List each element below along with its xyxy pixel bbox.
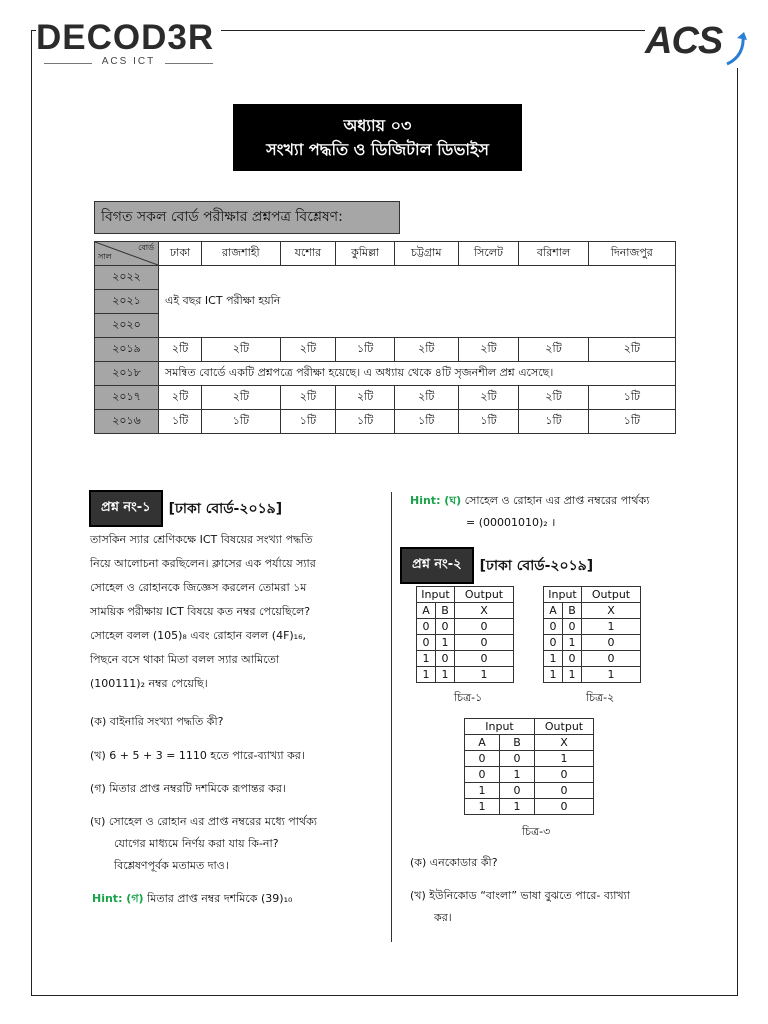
count-cell: ২টি (458, 338, 519, 362)
q1-line: তাসকিন স্যার শ্রেণিকক্ষে ICT বিষয়ের সংখ্যা পদ্ধতি (90, 533, 313, 546)
cell: 0 (544, 635, 563, 651)
combined-board-note: সমন্বিত বোর্ডে একটি প্রশ্নপত্রে পরীক্ষা হয়েছে। এ অধ্যায় থেকে ৪টি সৃজনশীল প্রশ্ন এসেছে। (159, 362, 676, 386)
q1-item-gha (90, 811, 377, 877)
corner-cell (95, 242, 159, 266)
count-cell: ১টি (588, 386, 675, 410)
cell: 1 (582, 619, 641, 635)
count-cell: ২টি (336, 386, 395, 410)
board-header: ঢাকা (159, 242, 202, 266)
analysis-heading: বিগত সকল বোর্ড পরীক্ষার প্রশ্নপত্র বিশ্লেষণ: (94, 201, 400, 234)
q1-line: (100111)₂ নম্বর পেয়েছি। (90, 677, 208, 690)
no-exam-note: এই বছর ICT পরীক্ষা হয়নি (159, 266, 676, 338)
table-row (95, 386, 676, 410)
year-cell: ২০১৬ (95, 410, 159, 434)
q1-hint-gha-label: Hint: (ঘ) (410, 494, 462, 507)
input-header: Input (544, 587, 582, 603)
cell: 0 (417, 619, 436, 635)
cell: 1 (465, 799, 500, 815)
board-header: বরিশাল (519, 242, 588, 266)
table-row (95, 266, 676, 290)
q1-board: [ঢাকা বোর্ড-২০১৯] (168, 500, 283, 517)
year-cell: ২০১৯ (95, 338, 159, 362)
cell: 1 (544, 651, 563, 667)
acs-swoosh-icon (725, 30, 751, 66)
cell: 0 (563, 651, 582, 667)
q1-line: পিছনে বসে থাকা মিতা বলল স্যার আমিতো (90, 653, 280, 666)
q1-line: নিয়ে আলোচনা করছিলেন। ক্লাসের এক পর্যায়ে স্যার (90, 557, 316, 570)
cell: 0 (535, 767, 594, 783)
cell: 1 (582, 667, 641, 683)
cell: 1 (436, 667, 455, 683)
table-row (465, 799, 594, 815)
cell: 0 (465, 767, 500, 783)
count-cell: ১টি (336, 410, 395, 434)
col-b: B (436, 603, 455, 619)
table-row (544, 635, 641, 651)
table-row (417, 651, 514, 667)
table-row (465, 783, 594, 799)
table-row (95, 338, 676, 362)
cell: 1 (465, 783, 500, 799)
col-a: A (465, 735, 500, 751)
cell: 0 (563, 619, 582, 635)
q1-item-gha-line: (ঘ) সোহেল ও রোহান এর প্রাপ্ত নম্বরের মধ্যে পার্থক্য (90, 815, 317, 828)
acs-logo-word: ACS (645, 20, 723, 62)
cell: 0 (582, 651, 641, 667)
col-x: X (535, 735, 594, 751)
col-b: B (563, 603, 582, 619)
table-row (544, 667, 641, 683)
cell: 1 (544, 667, 563, 683)
cell: 0 (455, 619, 514, 635)
year-cell: ২০১৭ (95, 386, 159, 410)
output-header: Output (535, 719, 594, 735)
q1-stem (90, 528, 377, 696)
table-row (95, 362, 676, 386)
q2-label: প্রশ্ন নং-২ (400, 547, 474, 584)
table-row (465, 751, 594, 767)
q2-header (400, 547, 593, 584)
count-cell: ২টি (159, 386, 202, 410)
board-header: চট্টগ্রাম (394, 242, 458, 266)
count-cell: ২টি (588, 338, 675, 362)
cell: 1 (417, 651, 436, 667)
caption-1: চিত্র-১ (454, 691, 483, 704)
output-header: Output (582, 587, 641, 603)
cell: 1 (500, 799, 535, 815)
cell: 0 (544, 619, 563, 635)
q1-item-kha: (খ) 6 + 5 + 3 = 1110 হতে পারে-ব্যাখ্যা কর। (90, 749, 305, 762)
cell: 0 (436, 619, 455, 635)
count-cell: ২টি (202, 338, 280, 362)
table-row (417, 667, 514, 683)
col-x: X (455, 603, 514, 619)
cell: 0 (582, 635, 641, 651)
count-cell: ১টি (159, 410, 202, 434)
count-cell: ১টি (336, 338, 395, 362)
table-row (417, 635, 514, 651)
year-cell: ২০২০ (95, 314, 159, 338)
q1-hint-gha (410, 490, 710, 534)
truth-table-2 (543, 586, 641, 683)
year-cell: ২০১৮ (95, 362, 159, 386)
table-row (417, 619, 514, 635)
col-a: A (417, 603, 436, 619)
cell: 0 (465, 751, 500, 767)
cell: 0 (455, 635, 514, 651)
board-analysis-table (94, 241, 676, 434)
input-header: Input (465, 719, 535, 735)
cell: 0 (535, 799, 594, 815)
year-cell: ২০২২ (95, 266, 159, 290)
decoder-logo-word: DECOD3R (36, 18, 215, 57)
q1-hint-label: Hint: (গ) (92, 892, 144, 905)
count-cell: ২টি (519, 386, 588, 410)
q1-line: সাময়িক পরীক্ষায় ICT বিষয়ে কত নম্বর পেয়েছিলে? (90, 605, 311, 618)
count-cell: ১টি (202, 410, 280, 434)
q2-item-kha (410, 885, 710, 929)
cell: 0 (535, 783, 594, 799)
cell: 1 (417, 667, 436, 683)
q1-item-ka: (ক) বাইনারি সংখ্যা পদ্ধতি কী? (90, 715, 224, 728)
caption-3: চিত্র-৩ (522, 825, 551, 838)
col-a: A (544, 603, 563, 619)
count-cell: ২টি (280, 338, 336, 362)
truth-table-1 (416, 586, 514, 683)
cell: 1 (500, 767, 535, 783)
col-x: X (582, 603, 641, 619)
q1-hint-text: মিতার প্রাপ্ত নম্বর দশমিকে (39)₁₀ (147, 892, 293, 905)
corner-year-label: সাল (98, 252, 112, 261)
cell: 0 (417, 635, 436, 651)
count-cell: ২টি (202, 386, 280, 410)
board-header: কুমিল্লা (336, 242, 395, 266)
q1-item-gha-line: বিশ্লেষণপূর্বক মতামত দাও। (114, 859, 229, 872)
caption-2: চিত্র-২ (586, 691, 615, 704)
table-row (544, 619, 641, 635)
table-row (95, 410, 676, 434)
count-cell: ১টি (519, 410, 588, 434)
q1-label: প্রশ্ন নং-১ (89, 490, 163, 527)
chapter-number: অধ্যায় ০৩ (343, 116, 412, 135)
count-cell: ২টি (458, 386, 519, 410)
q2-board: [ঢাকা বোর্ড-২০১৯] (479, 557, 594, 574)
cell: 1 (436, 635, 455, 651)
board-header: যশোর (280, 242, 336, 266)
acs-logo (645, 20, 753, 68)
cell: 1 (455, 667, 514, 683)
q1-header (89, 490, 282, 527)
q1-line: সোহেল ও রোহানকে জিজ্ঞেস করলেন তোমরা ১ম (90, 581, 307, 594)
q2-item-kha-line: কর। (434, 911, 452, 924)
cell: 0 (455, 651, 514, 667)
board-header: দিনাজপুর (588, 242, 675, 266)
q1-hint-gha-text: সোহেল ও রোহান এর প্রাপ্ত নম্বরের পার্থক্য (464, 494, 650, 507)
year-cell: ২০২১ (95, 290, 159, 314)
decoder-logo (36, 20, 221, 70)
cell: 0 (436, 651, 455, 667)
corner-board-label: বোর্ড (138, 243, 154, 252)
chapter-name: সংখ্যা পদ্ধতি ও ডিজিটাল ডিভাইস (266, 140, 489, 159)
table-row (465, 767, 594, 783)
q1-line: সোহেল বলল (105)₈ এবং রোহান বলল (4F)₁₆, (90, 629, 307, 642)
count-cell: ২টি (394, 386, 458, 410)
count-cell: ১টি (280, 410, 336, 434)
count-cell: ২টি (280, 386, 336, 410)
count-cell: ১টি (588, 410, 675, 434)
count-cell: ২টি (394, 338, 458, 362)
q2-item-kha-line: (খ) ইউনিকোড “বাংলা” ভাষা বুঝতে পারে- ব্যাখ্যা (410, 889, 630, 902)
input-header: Input (417, 587, 455, 603)
column-divider (391, 492, 392, 942)
q1-item-gha-line: যোগের মাধ্যমে নির্ণয় করা যায় কি-না? (114, 837, 279, 850)
q1-item-ga: (গ) মিতার প্রাপ্ত নম্বরটি দশমিকে রূপান্তর কর। (90, 782, 286, 795)
truth-table-3 (464, 718, 594, 815)
cell: 1 (563, 635, 582, 651)
count-cell: ১টি (394, 410, 458, 434)
q1-hint-gha-eq: = (00001010)₂ । (466, 516, 556, 529)
board-header: সিলেট (458, 242, 519, 266)
chapter-title (233, 104, 522, 171)
count-cell: ২টি (159, 338, 202, 362)
decoder-logo-sub: ACS ICT (36, 56, 221, 67)
q2-item-ka: (ক) এনকোডার কী? (410, 856, 498, 869)
table-header-row (95, 242, 676, 266)
board-header: রাজশাহী (202, 242, 280, 266)
table-row (544, 651, 641, 667)
cell: 1 (535, 751, 594, 767)
output-header: Output (455, 587, 514, 603)
cell: 1 (563, 667, 582, 683)
q1-hint (92, 888, 379, 910)
col-b: B (500, 735, 535, 751)
count-cell: ২টি (519, 338, 588, 362)
count-cell: ১টি (458, 410, 519, 434)
cell: 0 (500, 783, 535, 799)
cell: 0 (500, 751, 535, 767)
